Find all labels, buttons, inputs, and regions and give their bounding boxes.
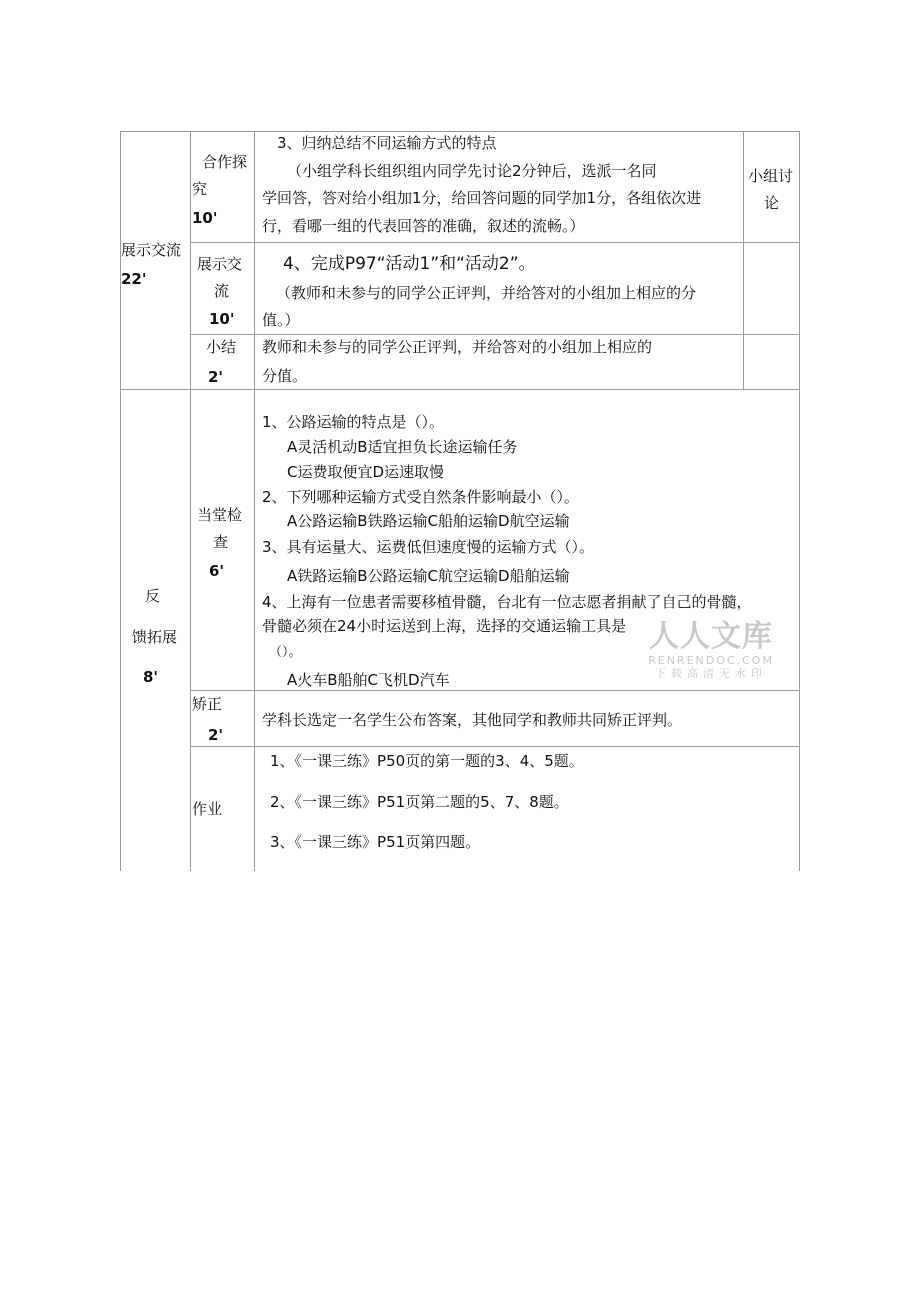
watermark	[648, 620, 774, 681]
question-line: 骨髓必须在24小时运送到上海，选择的交通运输工具是	[262, 617, 627, 635]
content-line: 4、完成P97“活动1”和“活动2”。	[283, 254, 536, 274]
content-line: 学科长选定一名学生公布答案，其他同学和教师共同矫正评判。	[262, 711, 683, 729]
table-border-right	[799, 131, 800, 871]
section-label: 馈拓展	[132, 628, 178, 646]
section-divider	[120, 389, 800, 390]
section-time: 8'	[143, 668, 159, 686]
row-divider	[190, 690, 800, 691]
column-divider	[254, 131, 255, 871]
content-line: 教师和未参与的同学公正评判，并给答对的小组加上相应的	[262, 338, 653, 356]
content-line: （小组学科长组织组内同学先讨论2分钟后，选派一名同	[287, 162, 657, 180]
column-divider	[190, 131, 191, 871]
method-label: 论	[764, 194, 780, 212]
watermark-domain: RENRENDOC.COM	[648, 654, 774, 667]
row-divider	[190, 334, 800, 335]
question-line: 4、上海有一位患者需要移植骨髓，台北有一位志愿者捐献了自己的骨髓，	[262, 593, 752, 611]
content-line: 学回答，答对给小组加1分，给回答问题的同学加1分，各组依次进	[262, 189, 702, 207]
row-divider	[190, 242, 800, 243]
homework-item: 2、《一课三练》P51页第二题的5、7、8题。	[270, 793, 569, 811]
option-line: A火车B船舶C飞机D汽车	[287, 671, 450, 689]
option-line: C运费取便宜D运速取慢	[287, 463, 445, 481]
question-line: 2、下列哪种运输方式受自然条件影响最小（）。	[262, 488, 580, 506]
content-line: 3、归纳总结不同运输方式的特点	[277, 134, 497, 152]
row-label: 合作探	[202, 153, 248, 171]
homework-item: 3、《一课三练》P51页第四题。	[270, 833, 481, 851]
question-line: 3、具有运量大、运费低但速度慢的运输方式（）。	[262, 538, 595, 556]
section-label: 反	[145, 587, 161, 605]
row-time: 6'	[209, 562, 225, 580]
watermark-title: 人人文库	[649, 619, 773, 654]
option-line: A公路运输B铁路运输C船舶运输D航空运输	[287, 512, 570, 530]
row-label: 查	[213, 533, 229, 551]
row-label: 究	[192, 180, 208, 198]
row-label: 当堂检	[197, 506, 243, 524]
homework-item: 1、《一课三练》P50页的第一题的3、4、5题。	[270, 752, 584, 770]
row-time: 2'	[208, 726, 224, 744]
column-divider	[743, 131, 744, 389]
watermark-slogan: 下载高清无水印	[655, 667, 767, 680]
content-line: 行，看哪一组的代表回答的准确，叙述的流畅。）	[262, 217, 585, 235]
question-line: 1、公路运输的特点是（）。	[262, 413, 445, 431]
method-label: 小组讨	[748, 167, 794, 185]
row-label: 流	[214, 282, 230, 300]
row-time: 2'	[208, 368, 224, 386]
option-line: A铁路运输B公路运输C航空运输D船舶运输	[287, 567, 570, 585]
content-line: 值。）	[262, 311, 300, 329]
content-line: （教师和未参与的同学公正评判，并给答对的小组加上相应的分	[276, 284, 697, 302]
question-line: （）。	[269, 645, 302, 660]
row-label: 展示交	[197, 255, 243, 273]
table-border-top	[120, 131, 800, 132]
row-time: 10'	[192, 209, 218, 227]
section-label: 展示交流	[121, 241, 182, 259]
row-label: 小结	[206, 338, 237, 356]
row-divider	[190, 746, 800, 747]
row-label: 矫正	[192, 695, 223, 713]
row-time: 10'	[209, 310, 235, 328]
content-line: 分值。	[262, 367, 308, 385]
row-label: 作业	[192, 800, 223, 818]
section-time: 22'	[121, 270, 147, 288]
option-line: A灵活机动B适宜担负长途运输任务	[287, 438, 518, 456]
